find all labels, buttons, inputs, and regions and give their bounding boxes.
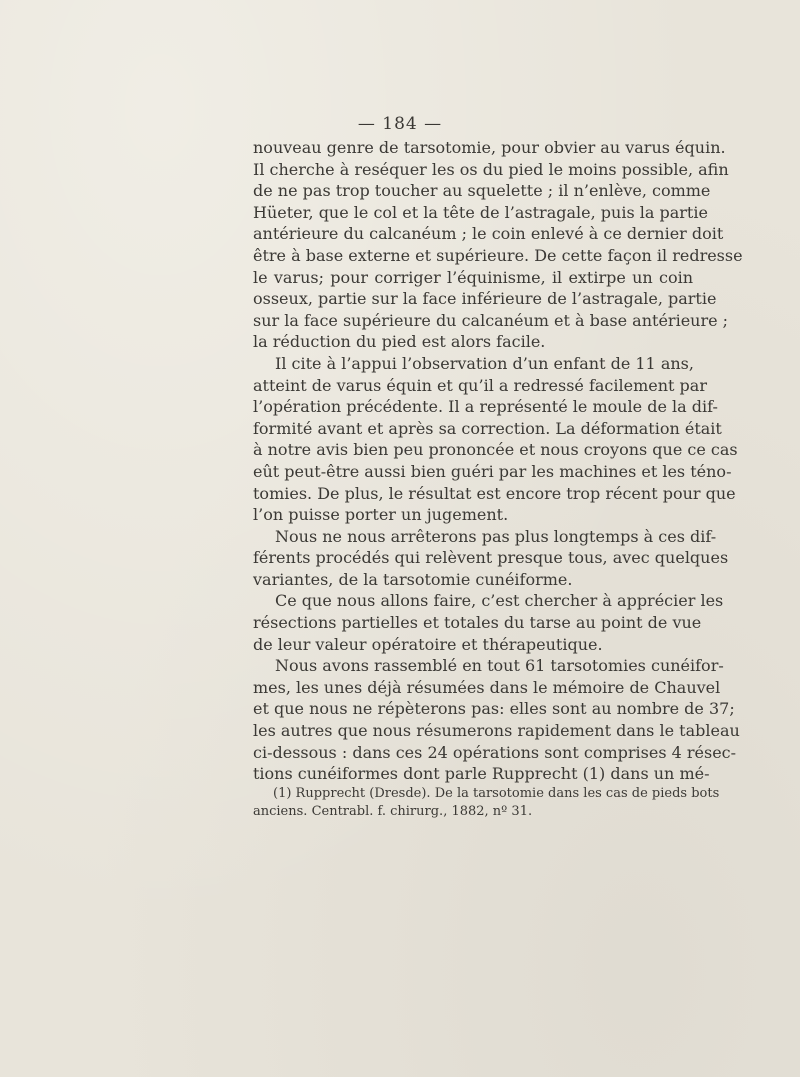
text-line: Il cherche à reséquer les os du pied le moins possible, afin xyxy=(253,159,729,179)
text-line: atteint de varus équin et qu’il a redressé facilement par xyxy=(253,375,707,395)
text-line: résections partielles et totales du tarse au point de vue xyxy=(253,613,702,633)
text-line: de ne pas trop toucher au squelette ; il n’enlève, comme xyxy=(253,181,711,201)
text-line: tions cunéiformes dont parle Rupprecht (1) dans un mé- xyxy=(253,764,710,784)
text-line: eût peut-être aussi bien guéri par les machines et les téno- xyxy=(253,461,732,481)
text-line: Nous avons rassemblé en tout 61 tarsotomies cunéifor- xyxy=(275,656,724,676)
text-line: ci-dessous : dans ces 24 opérations sont comprises 4 résec- xyxy=(253,742,737,762)
text-line: de leur valeur opératoire et thérapeutique. xyxy=(253,634,603,654)
footnote-line: (1) Rupprecht (Dresde). De la tarsotomie dans les cas de pieds bots xyxy=(273,786,720,801)
body-text xyxy=(253,137,743,785)
text-line: Ce que nous allons faire, c’est chercher à apprécier les xyxy=(275,591,724,611)
text-line: Il cite à l’appui l’observation d’un enfant de 11 ans, xyxy=(275,353,694,373)
text-line: le varus; pour corriger l’équinisme, il extirpe un coin xyxy=(253,267,693,287)
text-line: sur la face supérieure du calcanéum et à base antérieure ; xyxy=(253,310,729,330)
page-number: — 184 — xyxy=(357,114,443,134)
text-line: mes, les unes déjà résumées dans le mémoire de Chauvel xyxy=(253,677,721,697)
text-line: et que nous ne répèterons pas: elles sont au nombre de 37; xyxy=(253,699,735,719)
text-line: osseux, partie sur la face inférieure de l’astragale, partie xyxy=(253,289,717,309)
text-line: les autres que nous résumerons rapidement dans le tableau xyxy=(253,721,740,741)
text-line: variantes, de la tarsotomie cunéiforme. xyxy=(253,569,573,589)
text-line: être à base externe et supérieure. De cette façon il redresse xyxy=(253,245,743,265)
text-line: Hüeter, que le col et la tête de l’astragale, puis la partie xyxy=(253,202,708,222)
text-line: tomies. De plus, le résultat est encore trop récent pour que xyxy=(253,483,736,503)
text-line: antérieure du calcanéum ; le coin enlevé à ce dernier doit xyxy=(253,224,724,244)
text-line: la réduction du pied est alors facile. xyxy=(253,332,546,352)
text-line: Nous ne nous arrêterons pas plus longtemps à ces dif- xyxy=(275,526,717,546)
footnote xyxy=(253,785,720,821)
text-line: formité avant et après sa correction. La déformation était xyxy=(253,418,722,438)
footnote-line: anciens. Centrabl. f. chirurg., 1882, nº 31. xyxy=(253,804,533,819)
text-line: l’opération précédente. Il a représenté le moule de la dif- xyxy=(253,397,718,417)
text-line: l’on puisse porter un jugement. xyxy=(253,505,509,525)
text-line: à notre avis bien peu prononcée et nous croyons que ce cas xyxy=(253,440,738,460)
text-line: nouveau genre de tarsotomie, pour obvier au varus équin. xyxy=(253,138,726,157)
text-line: férents procédés qui relèvent presque tous, avec quelques xyxy=(253,548,729,568)
